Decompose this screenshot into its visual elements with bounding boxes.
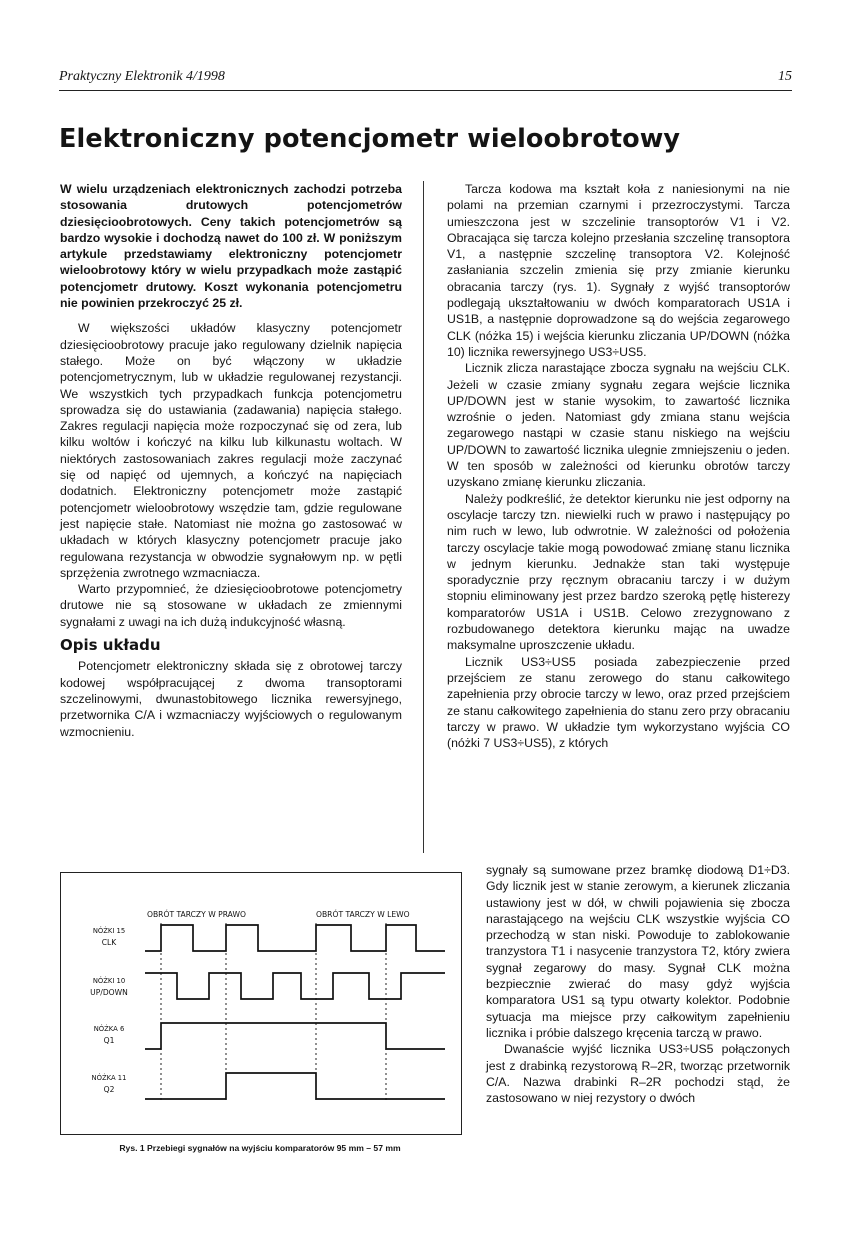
right-column xyxy=(447,181,790,751)
body-paragraph: Potencjometr elektroniczny składa się z obrotowej tarczy kodowej współpracującej z dwoma transoptorami szczelinowymi, dwunastobitowego licznika rewersyjnego, przetwornika C/A i wzmacniaczy wyjściowych o regulowanym wzmocnieniu. xyxy=(60,659,402,739)
figure-timing-diagram xyxy=(60,872,462,1135)
signal-pin-q1: NÓŻKA 6 xyxy=(93,1025,125,1033)
body-paragraph: Tarcza kodowa ma kształt koła z naniesionymi na nie polami na przemian czarnymi i przezroczystymi. Tarcza umieszczona jest w szczelinie transoptorów V1 i V2. Obracająca się tarcza kolejno przesłania szczelinę transoptora V1, a następnie szczelinę transoptora V2. Kolejność zasłaniania szczelin zmienia się przy zmianie kierunku obracania tarczy (rys. 1). Sygnały z wyjść transoptorów podlegają ukształtowaniu w dwóch komparatorach US1A i US1B, a następnie doprowadzone są do wejścia zegarowego CLK (nóżka 15) i wejścia kierunku zliczania UP/DOWN (nóżka 10) licznika rewersyjnego US3÷US5. xyxy=(447,182,790,359)
timing-diagram xyxy=(61,873,461,1134)
body-paragraph: Warto przypomnieć, że dziesięcioobrotowe potencjometry drutowe nie są stosowane w układach ze zmiennymi sygnałami z uwagi na ich dużą indukcyjność własną. xyxy=(60,582,402,629)
figure-caption: Rys. 1 Przebiegi sygnałów na wyjściu komparatorów 95 mm – 57 mm xyxy=(119,1143,401,1153)
running-header xyxy=(59,68,792,91)
body-paragraph: sygnały są sumowane przez bramkę diodową D1÷D3. Gdy licznik jest w stanie zerowym, a kierunek zliczania ustawiony jest w dół, w chwili pojawienia się zbocza narastającego na wejściu CLK wszystkie wyjścia CO przechodzą w stan niski. Powoduje to zablokowanie tranzystora T1 i nasycenie tranzystora T2, który zwiera sygnał zegarowy do masy. Sygnał CLK można bezpiecznie zwierać do masy gdyż wyjścia komparatora US1 są typu otwarty kolektor. Podobnie sytuacja ma miejsce przy całkowitym zapełnieniu licznika i próbie dalszego kręcenia tarczą w prawo. xyxy=(486,863,790,1040)
column-divider xyxy=(423,181,424,853)
body-paragraph: Licznik zlicza narastające zbocza sygnału na wejściu CLK. Jeżeli w czasie zmiany sygnału zegara wejście licznika UP/DOWN jest w stanie wysokim, to zawartość licznika wzrośnie o jeden. Natomiast gdy zmiana stanu wejścia zegarowego nastąpi w czasie stanu niskiego na wejściu UP/DOWN to zawartość licznika ulegnie zmniejszeniu o jeden. W ten sposób w zależności od kierunku obrotów tarczy uzyskano zmianę kierunku zliczania. xyxy=(447,361,790,490)
signal-name-updown: UP/DOWN xyxy=(90,988,128,997)
signal-name-q2: Q2 xyxy=(103,1085,115,1094)
signal-name-q1: Q1 xyxy=(103,1036,115,1045)
signal-name-clk: CLK xyxy=(101,938,117,947)
article-title: Elektroniczny potencjometr wieloobrotowy xyxy=(59,124,681,154)
page-number: 15 xyxy=(778,69,792,84)
section-heading: Opis układu xyxy=(60,636,161,655)
journal-name: Praktyczny Elektronik 4/1998 xyxy=(59,69,225,84)
body-paragraph: Dwanaście wyjść licznika US3÷US5 połączonych jest z drabinką rezystorową R–2R, tworząc przetwornik C/A. Nazwa drabinki R–2R pochodzi stąd, że zastosowano w niej rezystory o dwóch xyxy=(486,1042,790,1106)
signal-pin-updown: NÓŻKI 10 xyxy=(92,977,126,985)
body-paragraph: Należy podkreślić, że detektor kierunku nie jest odporny na oscylacje tarczy tzn. niewielki ruch w prawo i następujący po nim ruch w lewo, lub odwrotnie. W zależności od położenia tarczy oscylacje takie mogą powodować zmianę stanu licznika w jednym kierunku. Jednakże stan taki występuje sporadycznie przy ręcznym obracaniu tarczy i w dużym stopniu eliminowany jest przez bardzo szeroką pętlę histerezy komparatorów US1A i US1B. Celowo zrezygnowano z rozbudowanego detektora kierunku mając na uwadze maksymalne uproszczenie układu. xyxy=(447,491,790,653)
wrapped-column xyxy=(486,862,790,1106)
lead-paragraph: W wielu urządzeniach elektronicznych zachodzi potrzeba stosowania drutowych potencjometrów dziesięcioobrotowych. Ceny takich potencjometrów są bardzo wysokie i dochodzą nawet do 100 zł. W poniższym artykule przedstawiamy elektroniczny potencjometr wieloobrotowy który w wielu przypadkach może zastąpić potencjometr drutowy. Koszt wykonania potencjometru nie powinien przekroczyć 25 zł. xyxy=(60,182,402,311)
label-rotate-left: OBRÓT TARCZY W LEWO xyxy=(316,910,410,919)
waveform-clk xyxy=(145,925,445,951)
waveform-q1 xyxy=(145,1023,445,1049)
waveform-updown xyxy=(145,973,445,999)
signal-pin-clk: NÓŻKI 15 xyxy=(92,927,126,935)
waveform-q2 xyxy=(145,1073,445,1099)
body-paragraph: W większości układów klasyczny potencjometr dziesięcioobrotowy pracuje jako regulowany dzielnik napięcia stałego. Może on być włączony w układzie potencjometrycznym, lub w układzie regulowanej rezystancji. We wszystkich tych przypadkach funkcja potencjometru sprowadza się do ustawiania (zadawania) napięcia stałego. Zakres regulacji napięcia może rozpoczynać się od zera, lub kilku woltów i kończyć na kilku lub kilkunastu woltach. W niektórych zastosowaniach zakres regulacji może zaczynać się od napięć od ujemnych, a kończyć na napięciach dodatnich. Elektroniczny potencjometr może zastąpić potencjometr wieloobrotowy wszędzie tam, gdzie regulowane jest napięcie stałe. Natomiast nie można go zastosować w układach w których klasyczny potencjometr pracuje jako regulowana rezystancja w obwodzie sygnałowym np. w pętli sprzężenia zwrotnego wzmacniacza. xyxy=(60,321,402,580)
left-column xyxy=(60,181,402,740)
signal-pin-q2: NÓŻKA 11 xyxy=(91,1074,127,1082)
label-rotate-right: OBRÓT TARCZY W PRAWO xyxy=(147,910,246,919)
body-paragraph: Licznik US3÷US5 posiada zabezpieczenie przed przejściem ze stanu zerowego do stanu całkowitego zapełnienia przy obrocie tarczy w lewo, oraz przed przejściem ze stanu całkowitego zapełnienia do stanu zero przy obracaniu tarczy w prawo. W układzie tym wykorzystano wyjścia CO (nóżki 7 US3÷US5), z których xyxy=(447,654,790,751)
